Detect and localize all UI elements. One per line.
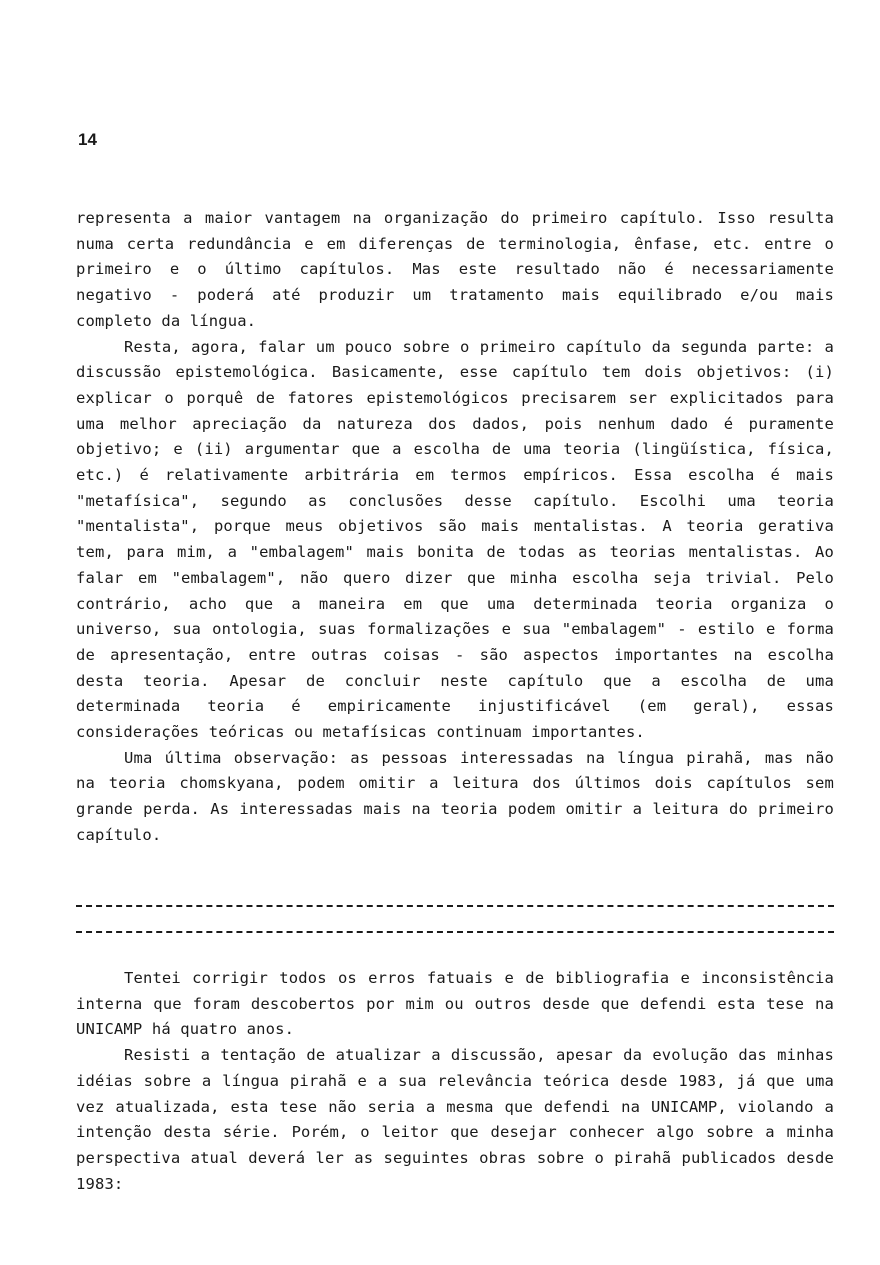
paragraph: representa a maior vantagem na organização do primeiro capítulo. Isso resulta numa certa redundância e em diferenças de terminologia, ênfase, etc. entre o primeiro e o último capítulos. Mas este resultado não é necessariamente negativo - poderá até produzir um tratamento mais equilibrado e/ou mais completo da língua.: [76, 209, 834, 330]
body-text-section-1: [76, 206, 834, 849]
paragraph: Uma última observação: as pessoas interessadas na língua pirahã, mas não na teoria chomskyana, podem omitir a leitura dos últimos dois capítulos sem grande perda. As interessadas mais na teoria podem omitir a leitura do primeiro capítulo.: [76, 748, 834, 844]
paragraph: Tentei corrigir todos os erros fatuais e de bibliografia e inconsistência interna que foram descobertos por mim ou outros desde que defendi esta tese na UNICAMP há quatro anos.: [76, 969, 834, 1039]
paragraph: Resisti a tentação de atualizar a discussão, apesar da evolução das minhas idéias sobre a língua pirahã e a sua relevância teórica desde 1983, já que uma vez atualizada, esta tese não seria a mesma que defendi na UNICAMP, violando a intenção desta série. Porém, o leitor que desejar conhecer algo sobre a minha perspectiva atual deverá ler as seguintes obras sobre o pirahã publicados desde 1983:: [76, 1046, 834, 1193]
paragraph: Resta, agora, falar um pouco sobre o primeiro capítulo da segunda parte: a discussão epistemológica. Basicamente, esse capítulo tem dois objetivos: (i) explicar o porquê de fatores epistemológicos precisarem ser explicitados para uma melhor apreciação da natureza dos dados, pois nenhum dado é puramente objetivo; e (ii) argumentar que a escolha de uma teoria (lingüística, física, etc.) é relativamente arbitrária em termos empíricos. Essa escolha é mais "metafísica", segundo as conclusões desse capítulo. Escolhi uma teoria "mentalista", porque meus objetivos são mais mentalistas. A teoria gerativa tem, para mim, a "embalagem" mais bonita de todas as teorias mentalistas. Ao falar em "embalagem", não quero dizer que minha escolha seja trivial. Pelo contrário, acho que a maneira em que uma determinada teoria organiza o universo, sua ontologia, suas formalizações e sua "embalagem" - estilo e forma de apresentação, entre outras coisas - são aspectos importantes na escolha desta teoria. Apesar de concluir neste capítulo que a escolha de uma determinada teoria é empiricamente injustificável (em geral), essas considerações teóricas ou metafísicas continuam importantes.: [76, 337, 834, 742]
dashed-separator: [76, 931, 834, 933]
dashed-separator: [76, 905, 834, 907]
body-text-section-2: [76, 966, 834, 1197]
page-number: 14: [78, 130, 97, 149]
